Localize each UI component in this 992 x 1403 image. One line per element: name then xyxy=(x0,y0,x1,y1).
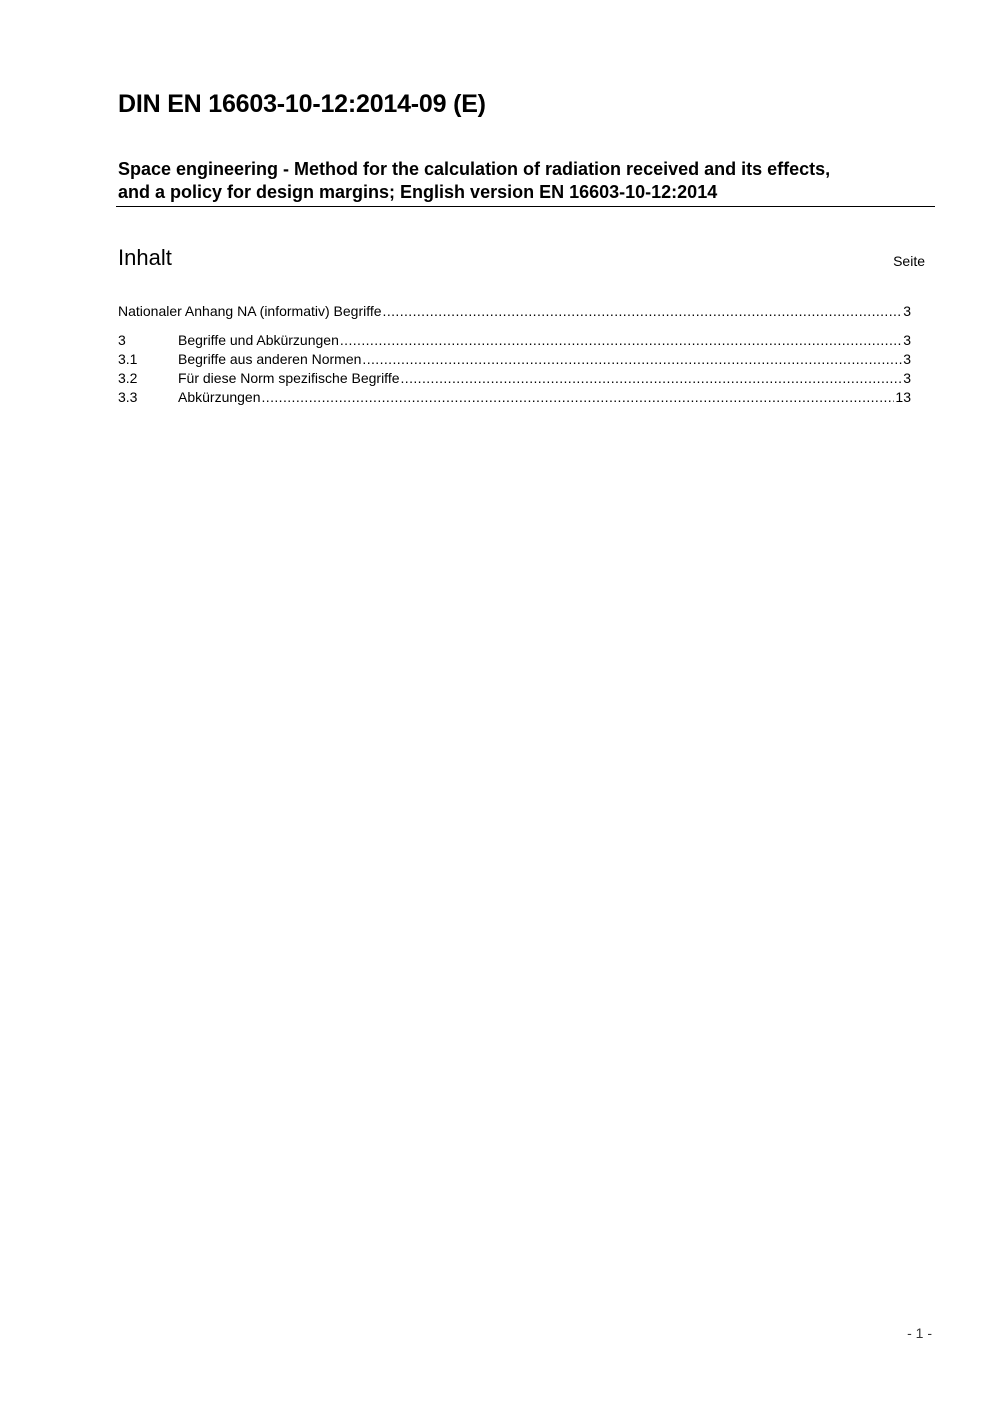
toc-entry[interactable] xyxy=(118,331,911,350)
toc-entry-text: Für diese Norm spezifische Begriffe xyxy=(178,370,400,386)
toc-entry-page: 3 xyxy=(903,332,911,348)
toc-entry-text: Begriffe und Abkürzungen xyxy=(178,332,339,348)
toc-page-column-label: Seite xyxy=(893,253,925,269)
document-title: DIN EN 16603-10-12:2014-09 (E) xyxy=(118,90,486,118)
toc-entry-number: 3.3 xyxy=(118,389,138,405)
toc-leader-dots xyxy=(383,302,903,321)
toc-entry-number: 3.2 xyxy=(118,370,138,386)
toc-leader-dots xyxy=(262,388,895,407)
toc-entry-text: Abkürzungen xyxy=(178,389,261,405)
toc-entry-text: Nationaler Anhang NA (informativ) Begriffe xyxy=(118,303,382,319)
toc-entry-page: 3 xyxy=(903,351,911,367)
page-number: - 1 - xyxy=(907,1325,932,1341)
toc-entry[interactable] xyxy=(118,369,911,388)
toc-heading: Inhalt xyxy=(118,245,172,270)
toc-entry-number: 3 xyxy=(118,332,126,348)
subtitle-line-1: Space engineering - Method for the calculation of radiation received and its effects, xyxy=(118,159,831,179)
document-subtitle xyxy=(118,158,933,204)
title-divider xyxy=(116,206,935,207)
toc-leader-dots xyxy=(401,369,903,388)
toc-entry-page: 3 xyxy=(903,370,911,386)
toc-entry[interactable] xyxy=(118,302,911,321)
toc-entry[interactable] xyxy=(118,388,911,407)
toc-entry-page: 3 xyxy=(903,303,911,319)
toc-entry[interactable] xyxy=(118,350,911,369)
toc-leader-dots xyxy=(340,331,902,350)
toc-entry-number: 3.1 xyxy=(118,351,138,367)
table-of-contents xyxy=(118,302,911,407)
toc-entry-page: 13 xyxy=(895,389,911,405)
subtitle-line-2: and a policy for design margins; English version EN 16603-10-12:2014 xyxy=(118,182,718,202)
toc-leader-dots xyxy=(362,350,902,369)
toc-entry-text: Begriffe aus anderen Normen xyxy=(178,351,362,367)
